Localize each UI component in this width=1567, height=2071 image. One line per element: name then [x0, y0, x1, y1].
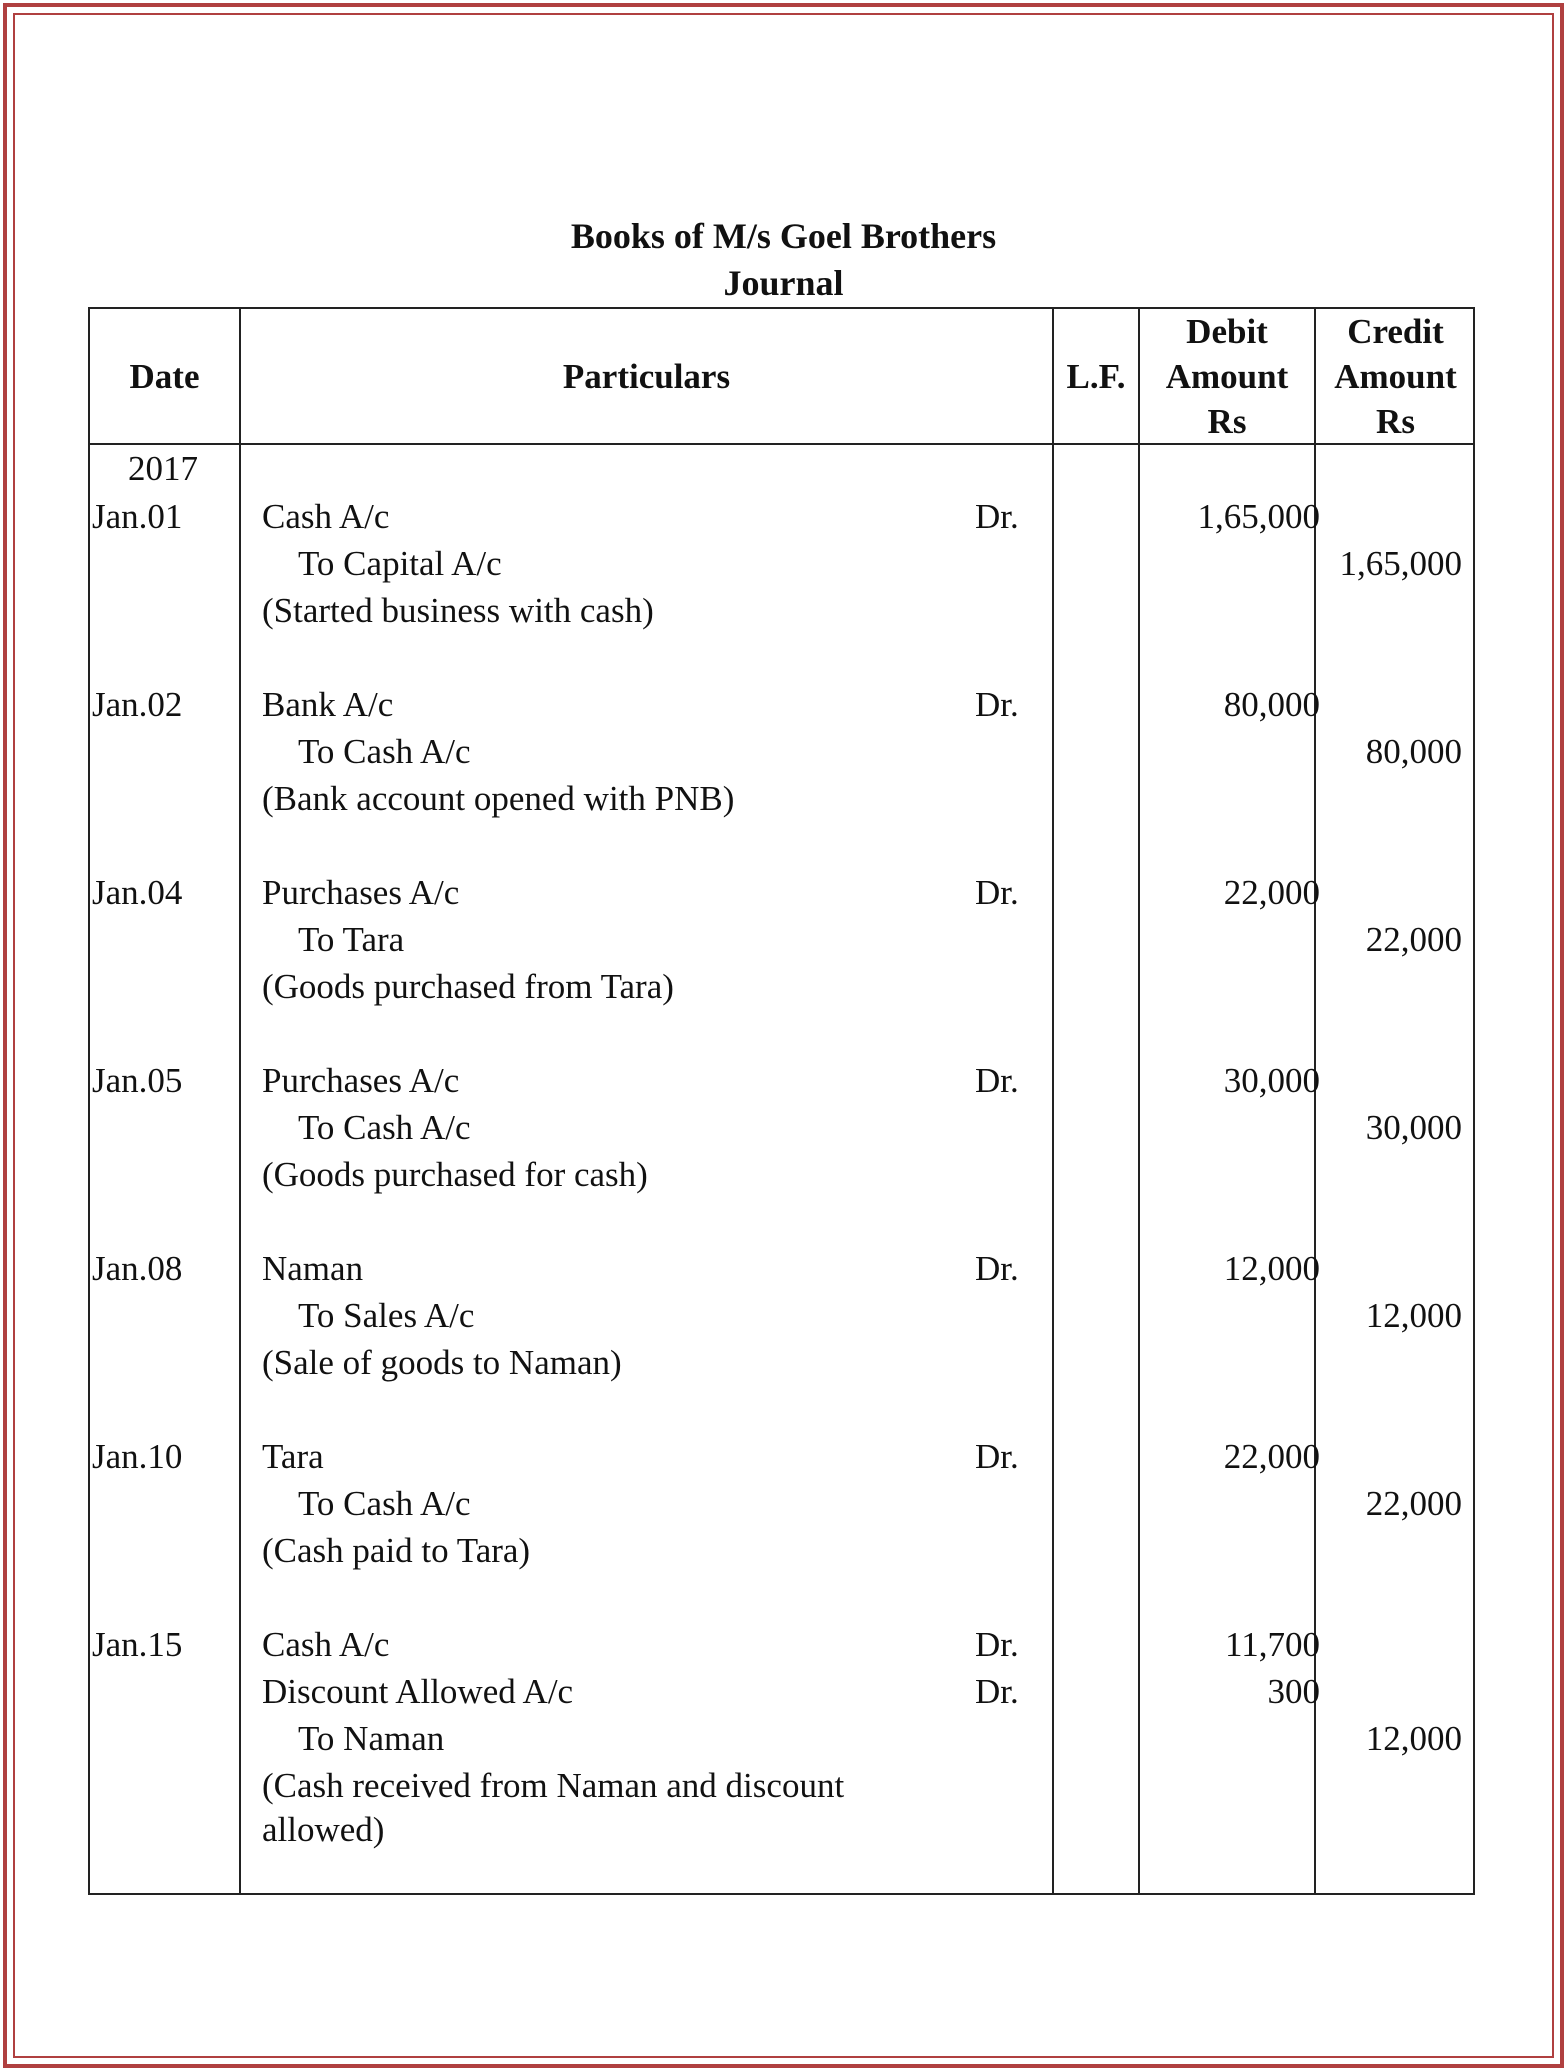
- debit-amount: 22,000: [1223, 1437, 1320, 1476]
- header-debit-line1: Debit: [1186, 311, 1268, 351]
- debit-amount: 30,000: [1223, 1061, 1320, 1100]
- debit-amount: 80,000: [1223, 685, 1320, 724]
- debit-amount: 22,000: [1223, 873, 1320, 912]
- credit-account: To Cash A/c: [298, 732, 471, 771]
- debit-account: Cash A/c: [262, 1625, 390, 1664]
- debit-amount: 300: [1267, 1672, 1320, 1711]
- header-credit-amount: [1316, 309, 1475, 443]
- credit-account: To Naman: [298, 1719, 445, 1758]
- header-credit-line3: Rs: [1376, 401, 1415, 441]
- credit-amount: 80,000: [1365, 732, 1462, 771]
- credit-amount: 22,000: [1365, 920, 1462, 959]
- credit-amount: 30,000: [1365, 1108, 1462, 1147]
- dr-marker: Dr.: [975, 497, 1019, 536]
- book-title: Books of M/s Goel Brothers: [570, 216, 997, 256]
- header-credit-line1: Credit: [1347, 311, 1444, 351]
- credit-account: To Sales A/c: [298, 1296, 475, 1335]
- debit-amount: 11,700: [1225, 1625, 1320, 1664]
- dr-marker: Dr.: [975, 685, 1019, 724]
- entry-date: Jan.04: [92, 873, 183, 912]
- header-debit-amount: [1140, 309, 1314, 443]
- dr-marker: Dr.: [975, 873, 1019, 912]
- narration: (Cash received from Naman and discount: [262, 1766, 845, 1805]
- credit-amount: 1,65,000: [1339, 544, 1462, 583]
- header-date: Date: [129, 356, 200, 396]
- narration: (Goods purchased from Tara): [262, 967, 674, 1006]
- header-credit-line2: Amount: [1334, 356, 1457, 396]
- debit-account: Bank A/c: [262, 685, 394, 724]
- dr-marker: Dr.: [975, 1249, 1019, 1288]
- entry-date: Jan.10: [92, 1437, 183, 1476]
- narration: (Started business with cash): [262, 591, 654, 630]
- debit-amount: 12,000: [1223, 1249, 1320, 1288]
- dr-marker: Dr.: [975, 1061, 1019, 1100]
- col-divider-lf: [1138, 309, 1140, 1893]
- narration: (Cash paid to Tara): [262, 1531, 531, 1570]
- narration-continued: allowed): [262, 1810, 385, 1849]
- header-debit-line3: Rs: [1207, 401, 1247, 441]
- debit-account: Purchases A/c: [262, 873, 460, 912]
- narration: (Sale of goods to Naman): [262, 1343, 622, 1382]
- credit-account: To Capital A/c: [298, 544, 502, 583]
- credit-amount: 12,000: [1365, 1719, 1462, 1758]
- debit-amount: 1,65,000: [1197, 497, 1320, 536]
- credit-account: To Cash A/c: [298, 1108, 471, 1147]
- header-lf: L.F.: [1066, 356, 1126, 396]
- narration: (Bank account opened with PNB): [262, 779, 735, 818]
- credit-amount: 22,000: [1365, 1484, 1462, 1523]
- entry-date: Jan.05: [92, 1061, 183, 1100]
- entry-date: Jan.02: [92, 685, 183, 724]
- credit-account: To Tara: [298, 920, 405, 959]
- journal-table: [88, 307, 1475, 1895]
- debit-account: Discount Allowed A/c: [262, 1672, 574, 1711]
- entry-date: Jan.01: [92, 497, 183, 536]
- credit-amount: 12,000: [1365, 1296, 1462, 1335]
- narration: (Goods purchased for cash): [262, 1155, 648, 1194]
- header-debit-line2: Amount: [1165, 356, 1289, 396]
- col-divider-date: [239, 309, 241, 1893]
- journal-title: Journal: [723, 263, 844, 303]
- col-divider-particulars: [1052, 309, 1054, 1893]
- entry-date: Jan.15: [92, 1625, 183, 1664]
- header-particulars: Particulars: [562, 356, 731, 396]
- dr-marker: Dr.: [975, 1437, 1019, 1476]
- credit-account: To Cash A/c: [298, 1484, 471, 1523]
- debit-account: Purchases A/c: [262, 1061, 460, 1100]
- dr-marker: Dr.: [975, 1625, 1019, 1664]
- debit-account: Naman: [262, 1249, 364, 1288]
- entry-date: Jan.08: [92, 1249, 183, 1288]
- debit-account: Tara: [262, 1437, 324, 1476]
- year-label: 2017: [128, 449, 198, 488]
- debit-account: Cash A/c: [262, 497, 390, 536]
- dr-marker: Dr.: [975, 1672, 1019, 1711]
